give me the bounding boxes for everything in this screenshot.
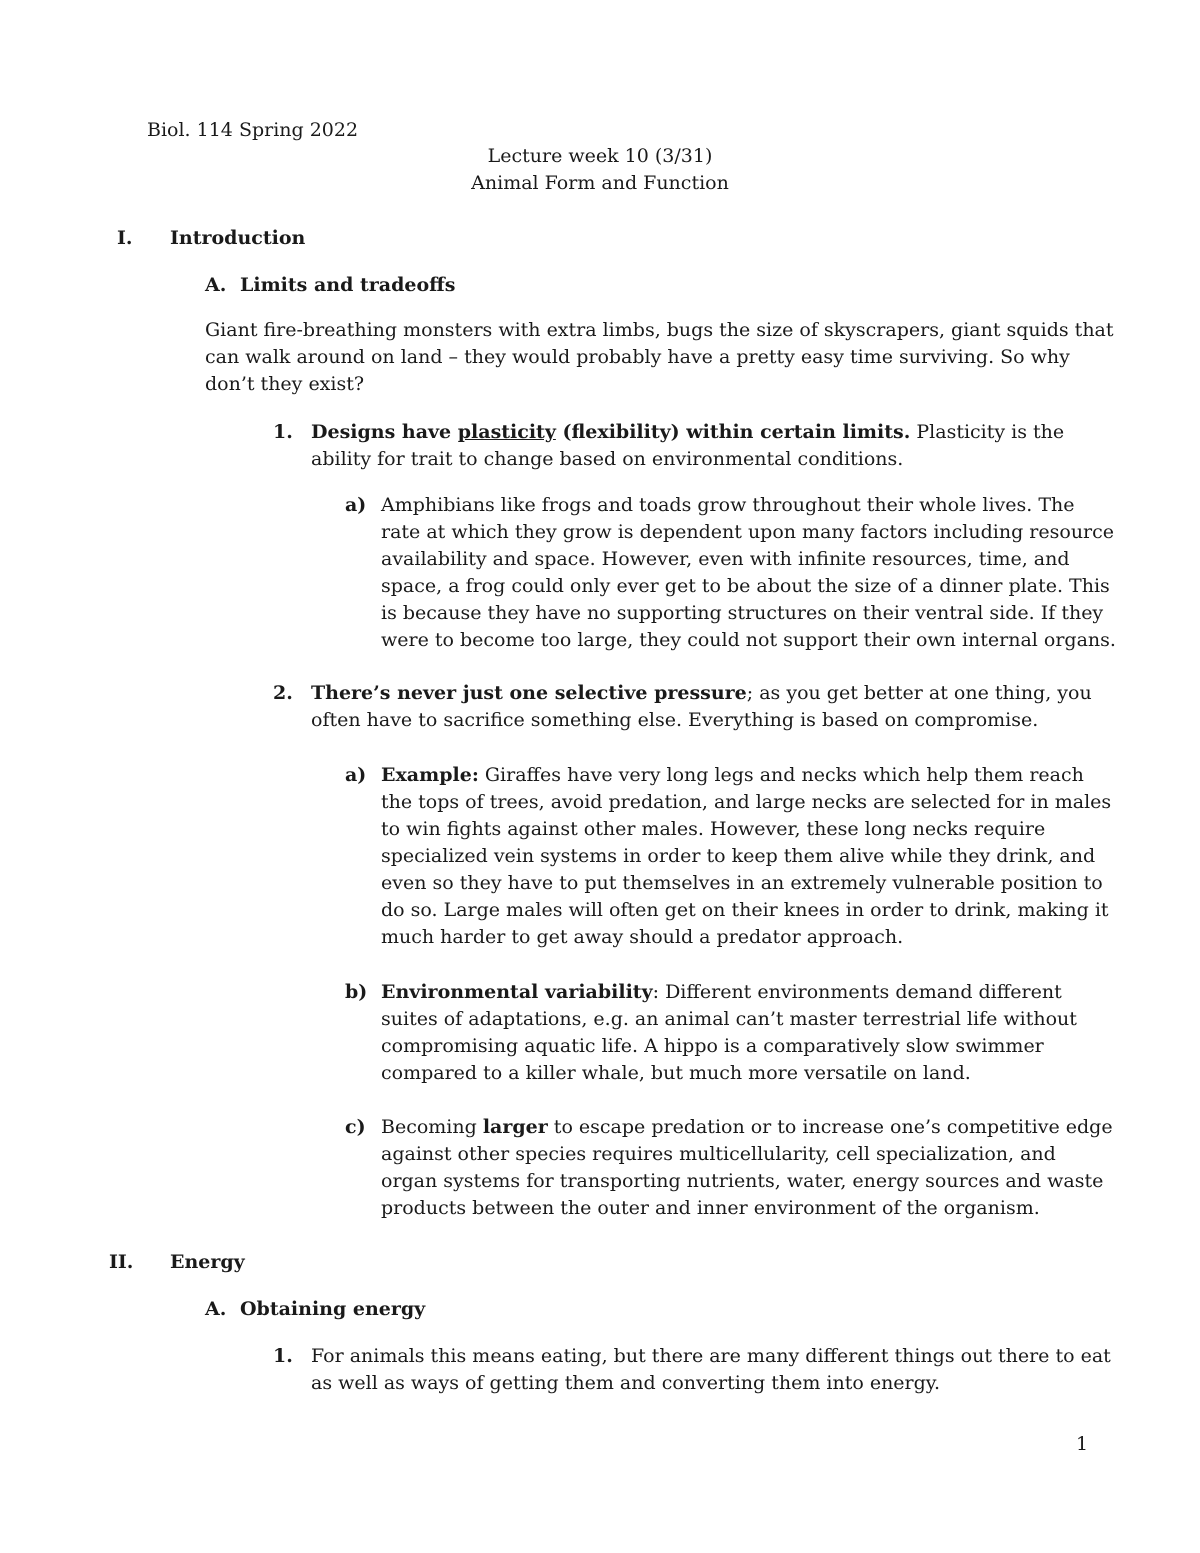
subsection-title: Limits and tradeoffs (240, 274, 456, 296)
subitem-letter: b) (345, 981, 368, 1003)
subitem-text: Environmental variability: Different environments demand different suites of adaptations, e.g. an animal can’t master terrestrial life without compromising aquatic life. A hippo is a comparatively slow swimmer compared to a killer whale, but much more versatile on land. (381, 981, 1077, 1084)
course-header: Biol. 114 Spring 2022 (147, 119, 359, 141)
subitem-letter: c) (345, 1116, 366, 1138)
subitem-text: Amphibians like frogs and toads grow throughout their whole lives. The rate at which they grow is dependent upon many factors including resource availability and space. However, even with infinite resources, time, and space, a frog could only ever get to be about the size of a dinner plate. This is because they have no supporting structures on their ventral side. If they were to become too large, they could not support their own internal organs. (381, 494, 1116, 651)
subsection-title: Obtaining energy (240, 1298, 426, 1320)
subsection-letter: A. (205, 274, 227, 296)
item-text: For animals this means eating, but there are many different things out there to eat as well as ways of getting them and converting them into energy. (311, 1345, 1111, 1394)
section-title: Energy (170, 1251, 245, 1273)
section-numeral: II. (109, 1251, 134, 1273)
topic-title: Animal Form and Function (471, 172, 729, 194)
subitem-letter: a) (345, 494, 367, 516)
item-text: Designs have plasticity (flexibility) within certain limits. Plasticity is the ability for trait to change based on environmental conditions. (311, 421, 1065, 470)
subitem-text: Example: Giraffes have very long legs and necks which help them reach the tops of trees, avoid predation, and large necks are selected for in males to win fights against other males. However, these long necks require specialized vein systems in order to keep them alive while they drink, and even so they have to put themselves in an extremely vulnerable position to do so. Large males will often get on their knees in order to drink, making it much harder to get away should a predator approach. (381, 764, 1112, 948)
section-numeral: I. (117, 227, 133, 249)
lecture-title: Lecture week 10 (3/31) (487, 145, 713, 167)
item-text: There’s never just one selective pressure; as you get better at one thing, you often have to sacrifice something else. Everything is based on compromise. (311, 682, 1092, 731)
section-title: Introduction (170, 227, 306, 249)
subitem-text: Becoming larger to escape predation or to increase one’s competitive edge against other species requires multicellularity, cell specialization, and organ systems for transporting nutrients, water, energy sources and waste products between the outer and inner environment of the organism. (381, 1116, 1113, 1219)
subitem-letter: a) (345, 764, 367, 786)
item-number: 1. (273, 1345, 293, 1367)
item-number: 1. (273, 421, 293, 443)
subsection-letter: A. (205, 1298, 227, 1320)
intro-paragraph: Giant fire-breathing monsters with extra limbs, bugs the size of skyscrapers, giant squids that can walk around on land – they would probably have a pretty easy time surviving. So why don’t they exist? (205, 319, 1114, 395)
page-number: 1 (1076, 1433, 1089, 1455)
item-number: 2. (273, 682, 293, 704)
